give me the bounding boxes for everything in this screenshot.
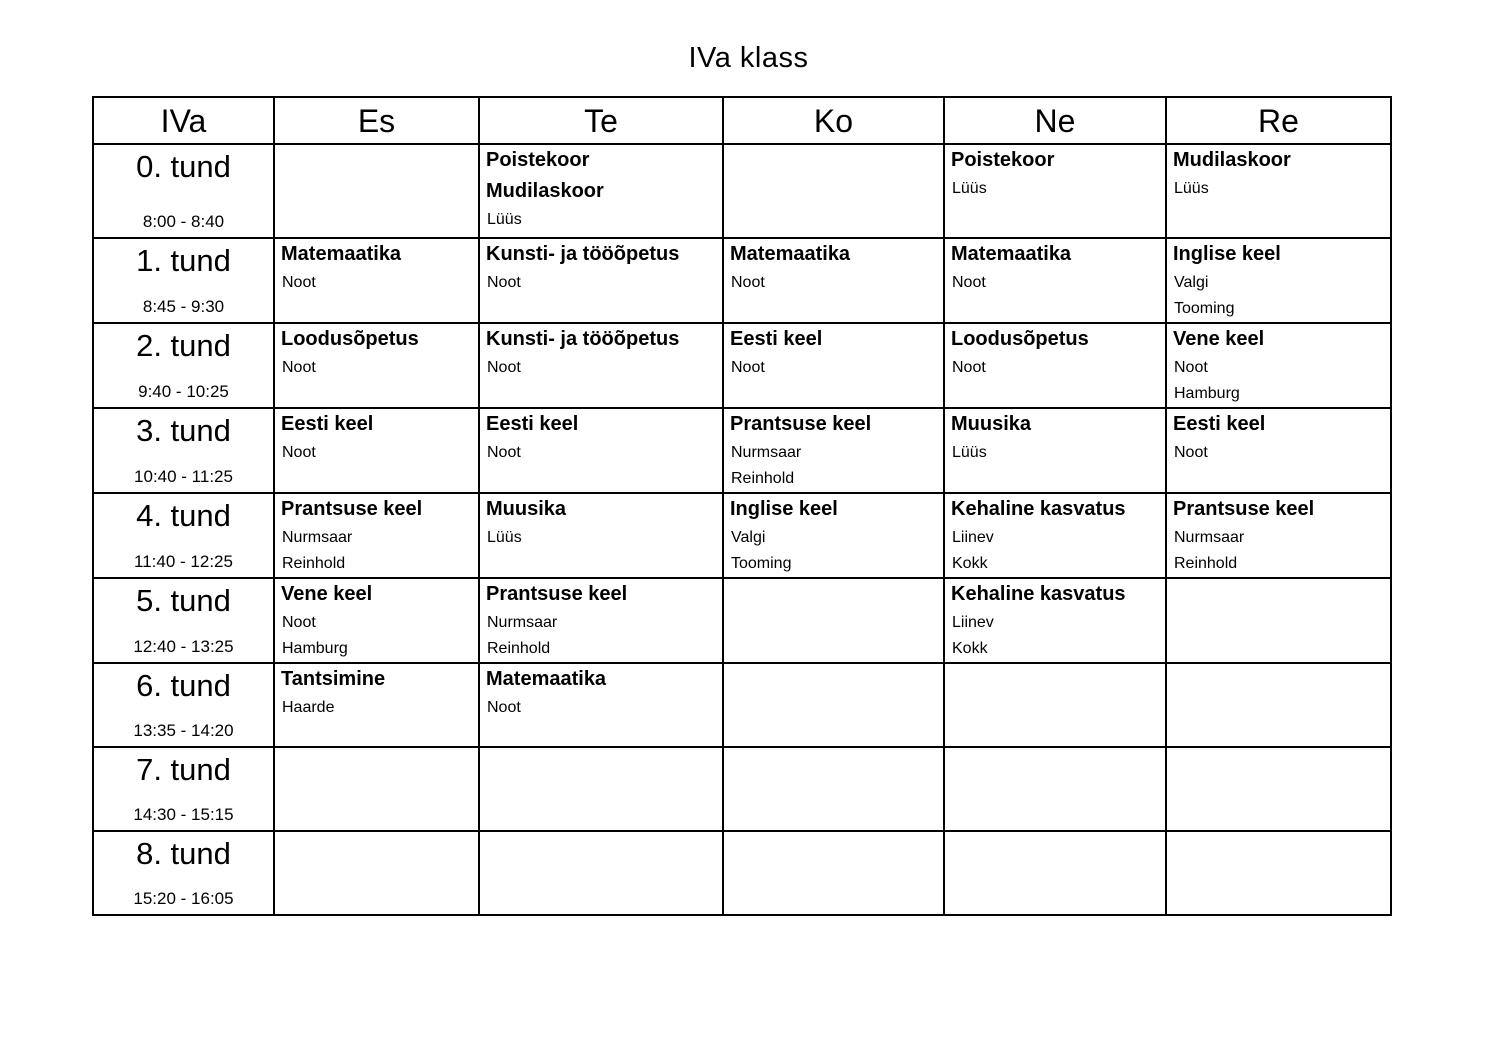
subject-cell <box>479 831 723 915</box>
teacher-name: Noot <box>952 274 986 291</box>
teacher-name: Noot <box>282 444 316 461</box>
subject-name: Loodusõpetus <box>951 328 1089 350</box>
header-day-re: Re <box>1166 97 1391 144</box>
subject-name: Mudilaskoor <box>486 180 604 202</box>
teacher-name: Nurmsaar <box>731 444 802 461</box>
subject-cell <box>479 663 723 747</box>
subject-cell <box>1166 747 1391 831</box>
subject-cell <box>1166 578 1391 663</box>
lesson-time: 8:45 - 9:30 <box>142 297 225 316</box>
lesson-cell <box>93 493 274 578</box>
header-day-ne: Ne <box>944 97 1166 144</box>
subject-cell <box>1166 238 1391 323</box>
lesson-time: 12:40 - 13:25 <box>133 637 234 656</box>
subject-cell <box>274 238 479 323</box>
timetable <box>92 96 1392 916</box>
teacher-name: Nurmsaar <box>1174 529 1245 546</box>
lesson-cell <box>93 238 274 323</box>
subject-cell <box>1166 323 1391 408</box>
teacher-name: Reinhold <box>1174 555 1238 572</box>
teacher-name: Noot <box>731 274 765 291</box>
lesson-label: 5. tund <box>136 583 231 618</box>
teacher-name: Valgi <box>731 529 766 546</box>
subject-cell <box>1166 408 1391 493</box>
teacher-name: Noot <box>731 359 765 376</box>
subject-cell <box>274 493 479 578</box>
subject-cell <box>944 323 1166 408</box>
subject-cell <box>479 323 723 408</box>
subject-cell <box>944 831 1166 915</box>
teacher-name: Liinev <box>952 529 994 546</box>
subject-name: Tantsimine <box>281 668 386 690</box>
subject-cell <box>944 578 1166 663</box>
subject-name: Matemaatika <box>951 243 1072 265</box>
teacher-name: Tooming <box>731 555 792 572</box>
subject-cell <box>944 747 1166 831</box>
subject-name: Loodusõpetus <box>281 328 419 350</box>
subject-name: Eesti keel <box>1173 413 1266 435</box>
subject-name: Kehaline kasvatus <box>951 498 1126 520</box>
subject-cell <box>479 578 723 663</box>
subject-cell <box>723 831 944 915</box>
header-class: IVa <box>93 97 274 144</box>
lesson-time: 9:40 - 10:25 <box>138 382 229 401</box>
lesson-label: 6. tund <box>136 668 231 703</box>
teacher-name: Hamburg <box>282 640 348 657</box>
teacher-name: Noot <box>487 444 521 461</box>
subject-name: Kunsti- ja tööõpetus <box>486 243 680 265</box>
subject-cell <box>1166 144 1391 238</box>
teacher-name: Lüüs <box>952 180 987 197</box>
teacher-name: Lüüs <box>1174 180 1209 197</box>
table-row <box>93 831 1391 915</box>
subject-cell <box>723 238 944 323</box>
header-day-te: Te <box>479 97 723 144</box>
subject-cell <box>1166 663 1391 747</box>
lesson-time: 15:20 - 16:05 <box>133 889 234 908</box>
subject-name: Vene keel <box>1173 328 1265 350</box>
subject-cell <box>723 144 944 238</box>
subject-name: Inglise keel <box>730 498 838 520</box>
subject-name: Matemaatika <box>730 243 851 265</box>
teacher-name: Noot <box>282 359 316 376</box>
table-row <box>93 578 1391 663</box>
teacher-name: Haarde <box>282 699 335 716</box>
lesson-cell <box>93 747 274 831</box>
subject-name: Matemaatika <box>486 668 607 690</box>
lesson-label: 1. tund <box>136 243 231 278</box>
teacher-name: Nurmsaar <box>282 529 353 546</box>
lesson-cell <box>93 144 274 238</box>
subject-cell <box>723 663 944 747</box>
subject-cell <box>1166 831 1391 915</box>
subject-cell <box>274 578 479 663</box>
lesson-time: 10:40 - 11:25 <box>134 467 233 486</box>
lesson-cell <box>93 578 274 663</box>
subject-cell <box>274 747 479 831</box>
subject-name: Inglise keel <box>1173 243 1281 265</box>
subject-name: Eesti keel <box>730 328 823 350</box>
lesson-label: 7. tund <box>136 752 231 787</box>
subject-cell <box>274 663 479 747</box>
lesson-label: 0. tund <box>136 149 231 184</box>
table-row <box>93 323 1391 408</box>
teacher-name: Kokk <box>952 555 988 572</box>
subject-name: Mudilaskoor <box>1173 149 1291 171</box>
subject-cell <box>944 493 1166 578</box>
subject-name: Kunsti- ja tööõpetus <box>486 328 680 350</box>
subject-name: Matemaatika <box>281 243 402 265</box>
teacher-name: Noot <box>1174 359 1208 376</box>
table-row <box>93 408 1391 493</box>
timetable-body <box>93 144 1391 915</box>
teacher-name: Kokk <box>952 640 988 657</box>
teacher-name: Noot <box>487 274 521 291</box>
subject-cell <box>723 578 944 663</box>
subject-name: Kehaline kasvatus <box>951 583 1126 605</box>
lesson-label: 4. tund <box>136 498 231 533</box>
teacher-name: Reinhold <box>731 470 795 487</box>
subject-cell <box>274 144 479 238</box>
table-row <box>93 493 1391 578</box>
lesson-time: 11:40 - 12:25 <box>134 552 233 571</box>
teacher-name: Lüüs <box>487 529 522 546</box>
table-row <box>93 663 1391 747</box>
subject-cell <box>723 323 944 408</box>
lesson-time: 13:35 - 14:20 <box>133 721 234 740</box>
header-row <box>93 97 1391 144</box>
teacher-name: Noot <box>952 359 986 376</box>
subject-cell <box>274 408 479 493</box>
table-row <box>93 144 1391 238</box>
subject-name: Vene keel <box>281 583 373 605</box>
page-title: IVa klass <box>688 42 809 74</box>
subject-cell <box>1166 493 1391 578</box>
teacher-name: Noot <box>487 359 521 376</box>
teacher-name: Lüüs <box>952 444 987 461</box>
table-row <box>93 238 1391 323</box>
subject-cell <box>479 144 723 238</box>
subject-name: Prantsuse keel <box>730 413 872 435</box>
teacher-name: Liinev <box>952 614 994 631</box>
teacher-name: Noot <box>487 699 521 716</box>
subject-cell <box>944 238 1166 323</box>
subject-name: Poistekoor <box>486 149 590 171</box>
subject-name: Eesti keel <box>281 413 374 435</box>
teacher-name: Noot <box>282 614 316 631</box>
lesson-cell <box>93 663 274 747</box>
subject-name: Prantsuse keel <box>1173 498 1315 520</box>
lesson-time: 8:00 - 8:40 <box>142 212 225 231</box>
lesson-label: 2. tund <box>136 328 231 363</box>
subject-cell <box>479 493 723 578</box>
subject-name: Muusika <box>951 413 1032 435</box>
subject-cell <box>723 493 944 578</box>
subject-cell <box>944 408 1166 493</box>
teacher-name: Reinhold <box>487 640 551 657</box>
header-day-ko: Ko <box>723 97 944 144</box>
lesson-label: 8. tund <box>136 836 231 871</box>
teacher-name: Reinhold <box>282 555 346 572</box>
lesson-cell <box>93 831 274 915</box>
subject-cell <box>723 747 944 831</box>
timetable-header <box>93 97 1391 144</box>
subject-cell <box>479 238 723 323</box>
teacher-name: Hamburg <box>1174 385 1240 402</box>
teacher-name: Noot <box>282 274 316 291</box>
subject-cell <box>479 408 723 493</box>
subject-name: Muusika <box>486 498 567 520</box>
subject-cell <box>723 408 944 493</box>
lesson-cell <box>93 323 274 408</box>
subject-cell <box>479 747 723 831</box>
header-day-es: Es <box>274 97 479 144</box>
lesson-time: 14:30 - 15:15 <box>133 805 234 824</box>
teacher-name: Noot <box>1174 444 1208 461</box>
teacher-name: Valgi <box>1174 274 1209 291</box>
table-row <box>93 747 1391 831</box>
subject-name: Prantsuse keel <box>281 498 423 520</box>
subject-cell <box>274 831 479 915</box>
subject-name: Poistekoor <box>951 149 1055 171</box>
subject-cell <box>274 323 479 408</box>
subject-cell <box>944 663 1166 747</box>
subject-cell <box>944 144 1166 238</box>
teacher-name: Nurmsaar <box>487 614 558 631</box>
subject-name: Eesti keel <box>486 413 579 435</box>
teacher-name: Lüüs <box>487 211 522 228</box>
subject-name: Prantsuse keel <box>486 583 628 605</box>
lesson-label: 3. tund <box>136 413 231 448</box>
teacher-name: Tooming <box>1174 300 1235 317</box>
lesson-cell <box>93 408 274 493</box>
